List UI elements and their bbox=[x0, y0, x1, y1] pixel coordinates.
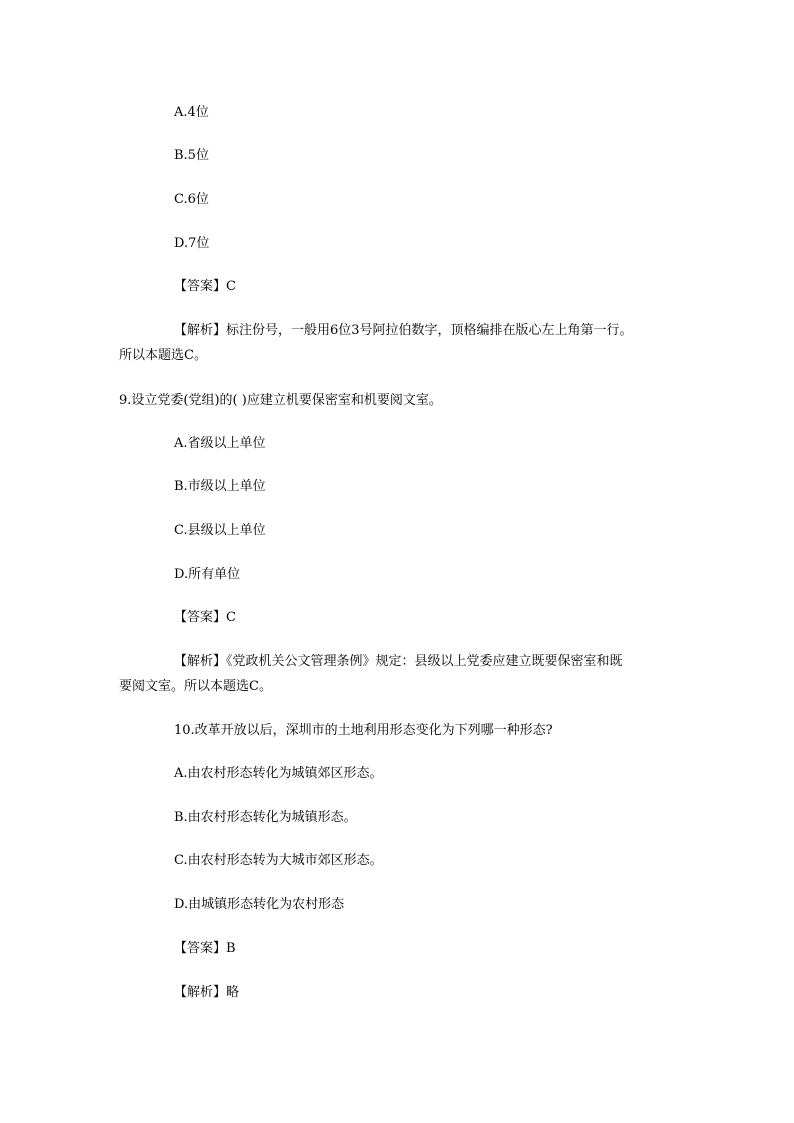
q9-question: 9.设立党委(党组)的( )应建立机要保密室和机要阅文室。 bbox=[119, 393, 442, 408]
q8-option-b: B.5位 bbox=[174, 148, 209, 163]
q9-explanation-line2: 要阅文室。所以本题选C。 bbox=[119, 679, 272, 694]
q10-question: 10.改革开放以后，深圳市的土地利用形态变化为下列哪一种形态? bbox=[174, 723, 553, 738]
q10-option-b: B.由农村形态转化为城镇形态。 bbox=[174, 810, 357, 825]
q8-option-a: A.4位 bbox=[174, 105, 209, 120]
q9-option-b: B.市级以上单位 bbox=[174, 479, 266, 494]
q10-option-d: D.由城镇形态转化为农村形态 bbox=[174, 897, 345, 912]
q10-option-a: A.由农村形态转化为城镇郊区形态。 bbox=[174, 766, 383, 781]
q10-explanation: 【解析】略 bbox=[174, 985, 240, 1000]
q8-explanation-line1: 【解析】标注份号，一般用6位3号阿拉伯数字，顶格编排在版心左上角第一行。 bbox=[174, 323, 633, 338]
q8-answer: 【答案】C bbox=[174, 279, 236, 294]
q10-answer: 【答案】B bbox=[174, 941, 236, 956]
q8-explanation-line2: 所以本题选C。 bbox=[119, 348, 207, 363]
q9-option-a: A.省级以上单位 bbox=[174, 436, 266, 451]
q9-answer: 【答案】C bbox=[174, 610, 236, 625]
q8-option-d: D.7位 bbox=[174, 236, 210, 251]
q9-option-d: D.所有单位 bbox=[174, 567, 241, 582]
q9-explanation-line1: 【解析】《党政机关公文管理条例》规定：县级以上党委应建立既要保密室和既 bbox=[174, 654, 623, 669]
q9-option-c: C.县级以上单位 bbox=[174, 523, 266, 538]
q8-option-c: C.6位 bbox=[174, 192, 209, 207]
q10-option-c: C.由农村形态转为大城市郊区形态。 bbox=[174, 853, 383, 868]
